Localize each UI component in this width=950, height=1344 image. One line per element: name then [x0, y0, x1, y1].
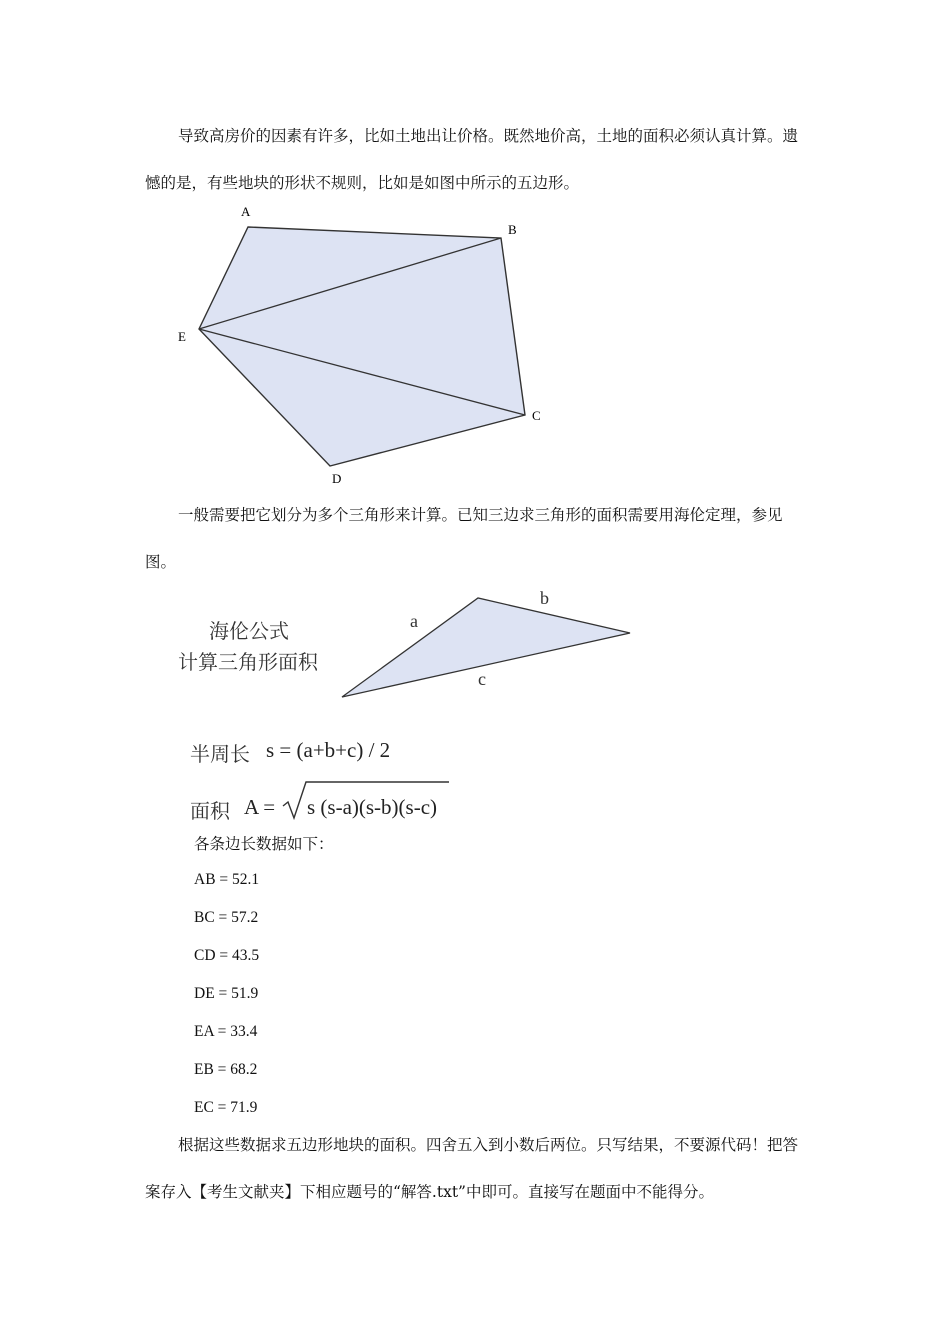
pentagon-figure [170, 200, 560, 490]
heron-triangle [342, 598, 630, 697]
edge-ab: AB = 52.1 [194, 871, 260, 888]
heron-triangle-figure [330, 585, 650, 710]
vertex-label-c: C [532, 408, 541, 423]
vertex-label-d: D [332, 471, 342, 486]
edge-ec: EC = 71.9 [194, 1099, 258, 1116]
edge-eb: EB = 68.2 [194, 1061, 258, 1078]
vertex-label-a: A [241, 204, 251, 219]
side-c-label: c [478, 669, 486, 689]
edge-bc: BC = 57.2 [194, 909, 259, 926]
area-lhs: A = [244, 795, 276, 819]
vertex-label-b: B [508, 222, 517, 237]
edge-cd: CD = 43.5 [194, 947, 260, 964]
heron-title-line1: 海伦公式 [209, 619, 289, 643]
pentagon-shape [199, 227, 525, 466]
task-paragraph: 根据这些数据求五边形地块的面积。四舍五入到小数后两位。只写结果，不要源代码！把答案存入【考生文献夹】下相应题号的“解答.txt”中即可。直接写在题面中不能得分。 [145, 1136, 799, 1201]
half-perimeter-label: 半周长 [190, 742, 250, 766]
side-a-label: a [410, 611, 418, 631]
half-perimeter-expr: s = (a+b+c) / 2 [266, 738, 391, 762]
heron-title-line2: 计算三角形面积 [178, 650, 318, 674]
area-radicand: s (s-a)(s-b)(s-c) [307, 795, 438, 819]
edge-ea: EA = 33.4 [194, 1023, 258, 1040]
split-paragraph: 一般需要把它划分为多个三角形来计算。已知三边求三角形的面积需要用海伦定理，参见图。 [145, 506, 783, 571]
data-intro: 各条边长数据如下： [194, 835, 334, 853]
area-label: 面积 [190, 799, 230, 823]
edge-de: DE = 51.9 [194, 985, 259, 1002]
intro-paragraph: 导致高房价的因素有许多，比如土地出让价格。既然地价高，土地的面积必须认真计算。遗憾的是，有些地块的形状不规则，比如是如图中所示的五边形。 [145, 127, 799, 192]
vertex-label-e: E [178, 329, 186, 344]
side-b-label: b [540, 588, 549, 608]
